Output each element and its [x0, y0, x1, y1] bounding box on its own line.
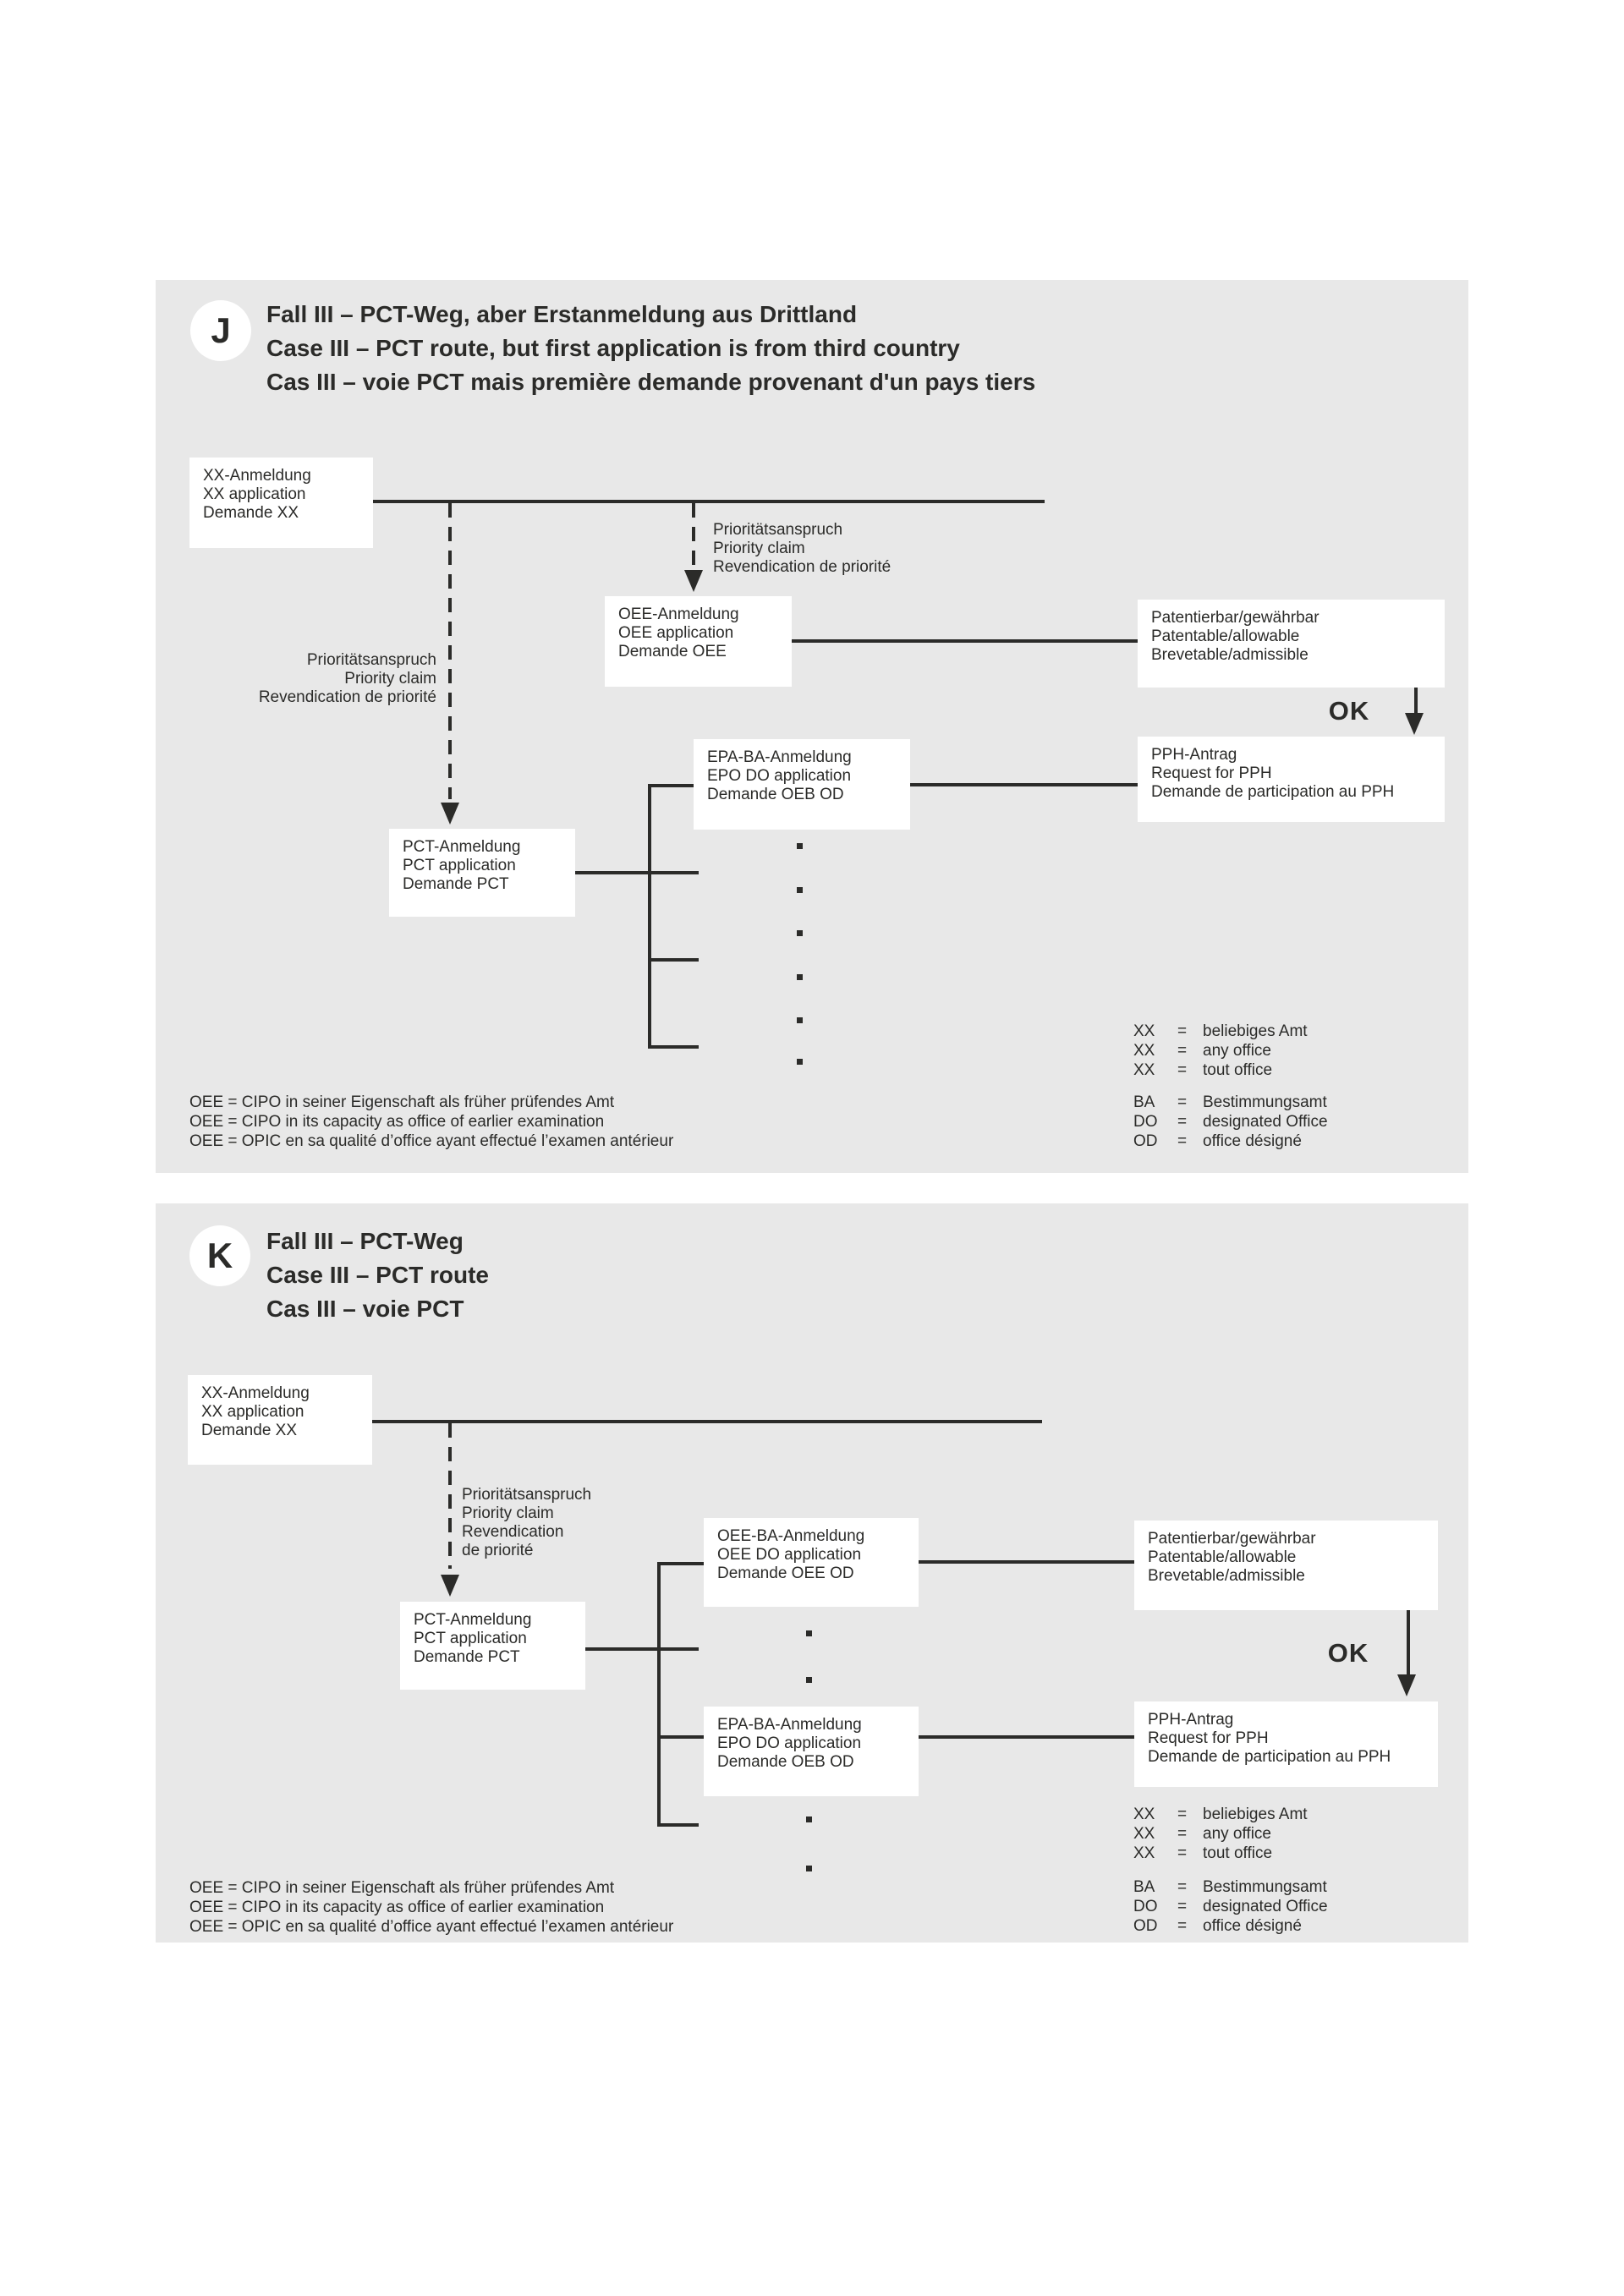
legend-xx-j	[1133, 1022, 1308, 1080]
legend-term: BA	[1133, 1878, 1155, 1896]
legend-eq: =	[1177, 1132, 1188, 1150]
label-de: EPA-BA-Anmeldung	[717, 1716, 862, 1734]
label-en: Request for PPH	[1148, 1729, 1269, 1747]
fanout-stub-3-j	[648, 958, 699, 962]
ellipsis-dot	[806, 1630, 812, 1636]
priority-dashed-line-to-oee-j	[692, 503, 695, 567]
legend-row	[1133, 1824, 1308, 1844]
arrow-down-icon	[441, 803, 459, 825]
label-de: PCT-Anmeldung	[403, 838, 521, 856]
legend-term: XX	[1133, 1061, 1155, 1079]
label-en: PCT application	[403, 857, 516, 874]
arrow-down-icon	[441, 1575, 459, 1597]
legend-term: DO	[1133, 1113, 1158, 1131]
legend-term: XX	[1133, 1022, 1155, 1040]
connector-oee-patentable-k	[919, 1560, 1134, 1564]
legend-oee-k	[189, 1878, 673, 1937]
priority-dashed-line-to-pct-j	[448, 503, 452, 799]
label-fr: Demande XX	[203, 504, 299, 522]
case-badge-k-letter: K	[206, 1236, 233, 1275]
label-fr: Demande PCT	[414, 1648, 520, 1666]
case-badge-k	[189, 1225, 250, 1286]
ellipsis-dot	[797, 1017, 803, 1023]
legend-row	[1133, 1916, 1328, 1936]
label-en: Priority claim	[713, 540, 805, 557]
label-fr: Demande OEE	[618, 643, 727, 660]
label-fr: Revendication de priorité	[713, 558, 892, 576]
label-en: OEE application	[618, 624, 734, 642]
label-de: PPH-Antrag	[1148, 1711, 1234, 1729]
legend-desc: designated Office	[1203, 1113, 1328, 1131]
legend-line-de: OEE = CIPO in seiner Eigenschaft als früher prüfendes Amt	[189, 1879, 615, 1897]
label-de: PPH-Antrag	[1151, 746, 1237, 764]
priority-claim-label-pct-j	[149, 651, 436, 707]
label-fr: Demande OEB OD	[717, 1753, 854, 1771]
label-en: Patentable/allowable	[1148, 1548, 1297, 1566]
label-de: Prioritätsanspruch	[713, 521, 843, 539]
label-de: XX-Anmeldung	[201, 1384, 310, 1402]
fanout-stub-oee-k	[657, 1562, 704, 1565]
legend-row	[1133, 1805, 1308, 1824]
legend-desc: beliebiges Amt	[1203, 1806, 1308, 1823]
label-de: OEE-BA-Anmeldung	[717, 1527, 865, 1545]
connector-oee-patentable-j	[792, 639, 1138, 643]
legend-eq: =	[1177, 1844, 1188, 1862]
label-fr: Demande PCT	[403, 875, 509, 893]
legend-eq: =	[1177, 1825, 1188, 1843]
panel-j-title-de: Fall III – PCT-Weg, aber Erstanmeldung aus Drittland	[266, 301, 858, 327]
ellipsis-dot	[806, 1866, 812, 1871]
ellipsis-dot	[797, 930, 803, 936]
legend-row	[1133, 1132, 1328, 1151]
panel-k-title-en: Case III – PCT route	[266, 1262, 489, 1288]
legend-eq: =	[1177, 1898, 1188, 1915]
legend-term: XX	[1133, 1806, 1155, 1823]
legend-term: DO	[1133, 1898, 1158, 1915]
pct-application-box-k	[400, 1602, 585, 1690]
legend-line-en: OEE = CIPO in its capacity as office of earlier examination	[189, 1113, 605, 1131]
arrow-down-icon	[684, 570, 703, 592]
legend-oee-j	[189, 1093, 673, 1151]
legend-row	[1133, 1041, 1308, 1060]
label-de: XX-Anmeldung	[203, 467, 311, 485]
epo-do-application-box-j	[694, 739, 910, 830]
legend-eq: =	[1177, 1878, 1188, 1896]
legend-row	[1133, 1844, 1308, 1863]
legend-eq: =	[1177, 1113, 1188, 1131]
fanout-stub-4-j	[648, 1045, 699, 1049]
legend-row	[1133, 1093, 1328, 1112]
case-badge-j	[190, 300, 251, 361]
ellipsis-dot	[806, 1677, 812, 1683]
label-fr: Brevetable/admissible	[1148, 1567, 1305, 1585]
label-en: Patentable/allowable	[1151, 627, 1300, 645]
legend-term: XX	[1133, 1042, 1155, 1060]
connector-epo-pph-k	[919, 1735, 1134, 1739]
panel-k-title-de: Fall III – PCT-Weg	[266, 1228, 464, 1254]
legend-desc: office désigné	[1203, 1917, 1302, 1935]
legend-ba-j	[1133, 1093, 1328, 1151]
fanout-stub-epa-k	[657, 1735, 704, 1739]
legend-desc: office désigné	[1203, 1132, 1302, 1150]
label-en: EPO DO application	[717, 1734, 862, 1752]
legend-term: BA	[1133, 1093, 1155, 1111]
ok-label-j: OK	[1328, 696, 1370, 726]
legend-term: XX	[1133, 1844, 1155, 1862]
label-de: OEE-Anmeldung	[618, 606, 739, 623]
label-de: Patentierbar/gewährbar	[1148, 1530, 1316, 1548]
connector-pct-spine-k	[585, 1647, 699, 1651]
label-en: PCT application	[414, 1630, 527, 1647]
label-fr1: Revendication	[462, 1523, 564, 1541]
label-de: EPA-BA-Anmeldung	[707, 748, 852, 766]
panel-j-title-en: Case III – PCT route, but first application is from third country	[266, 335, 960, 361]
patentable-box-j	[1138, 600, 1445, 688]
label-fr: Demande OEB OD	[707, 786, 844, 803]
label-en: XX application	[203, 485, 306, 503]
patentable-box-k	[1134, 1521, 1438, 1610]
legend-eq: =	[1177, 1042, 1188, 1060]
label-en: XX application	[201, 1403, 304, 1421]
label-en: Priority claim	[462, 1504, 554, 1522]
ellipsis-dot	[797, 1059, 803, 1065]
legend-desc: Bestimmungsamt	[1203, 1093, 1327, 1111]
epo-do-application-box-k	[704, 1707, 919, 1796]
legend-row	[1133, 1060, 1308, 1080]
pct-application-box-j	[389, 829, 575, 917]
fanout-stub-bottom-k	[657, 1823, 699, 1827]
legend-desc: tout office	[1203, 1844, 1273, 1862]
ellipsis-dot	[797, 843, 803, 849]
ellipsis-dot	[806, 1817, 812, 1822]
ellipsis-dot	[797, 887, 803, 893]
connector-xx-top-k	[372, 1420, 1042, 1423]
legend-row	[1133, 1897, 1328, 1916]
label-fr: Demande de participation au PPH	[1151, 783, 1395, 801]
arrow-down-icon	[1405, 713, 1424, 735]
legend-desc: designated Office	[1203, 1898, 1328, 1915]
oee-do-application-box-k	[704, 1518, 919, 1607]
panel-k-title	[266, 1225, 489, 1326]
legend-eq: =	[1177, 1061, 1188, 1079]
label-fr: Revendication de priorité	[258, 688, 436, 706]
case-badge-j-letter: J	[211, 310, 231, 350]
xx-application-box-k	[188, 1375, 372, 1465]
legend-xx-k	[1133, 1805, 1308, 1863]
xx-application-box-j	[189, 458, 373, 548]
label-fr: Demande de participation au PPH	[1148, 1748, 1391, 1766]
legend-desc: beliebiges Amt	[1203, 1022, 1308, 1040]
connector-pct-spine-j	[575, 871, 699, 874]
priority-claim-label-pct-k	[462, 1486, 591, 1560]
label-de: PCT-Anmeldung	[414, 1611, 532, 1629]
label-en: Request for PPH	[1151, 764, 1272, 782]
legend-row	[1133, 1022, 1308, 1041]
ok-label-k: OK	[1327, 1638, 1369, 1668]
legend-row	[1133, 1877, 1328, 1897]
ok-arrow-line-j	[1414, 688, 1418, 716]
legend-ba-k	[1133, 1877, 1328, 1936]
panel-k-title-fr: Cas III – voie PCT	[266, 1296, 464, 1322]
ellipsis-dot	[797, 974, 803, 980]
label-de: Prioritätsanspruch	[462, 1486, 592, 1504]
pph-request-box-j	[1138, 737, 1445, 822]
connector-xx-top-j	[373, 500, 1045, 503]
connector-epo-pph-j	[910, 783, 1138, 786]
legend-desc: any office	[1203, 1042, 1271, 1060]
ok-arrow-line-k	[1407, 1610, 1410, 1676]
priority-claim-label-oee-j	[713, 521, 891, 577]
legend-desc: Bestimmungsamt	[1203, 1878, 1327, 1896]
pph-request-box-k	[1134, 1701, 1438, 1787]
legend-desc: any office	[1203, 1825, 1271, 1843]
fanout-spine-j	[648, 784, 651, 1049]
oee-application-box-j	[605, 596, 792, 687]
panel-j-title	[266, 298, 1035, 399]
legend-line-fr: OEE = OPIC en sa qualité d’office ayant effectué l’examen antérieur	[189, 1132, 674, 1150]
priority-dashed-line-to-pct-k	[448, 1423, 452, 1569]
legend-term: XX	[1133, 1825, 1155, 1843]
arrow-down-icon	[1397, 1674, 1416, 1696]
label-de: Prioritätsanspruch	[306, 651, 436, 669]
label-fr: Demande OEE OD	[717, 1564, 854, 1582]
legend-line-de: OEE = CIPO in seiner Eigenschaft als früher prüfendes Amt	[189, 1093, 615, 1111]
legend-eq: =	[1177, 1022, 1188, 1040]
legend-line-fr: OEE = OPIC en sa qualité d’office ayant effectué l’examen antérieur	[189, 1918, 674, 1936]
label-en: EPO DO application	[707, 767, 852, 785]
legend-eq: =	[1177, 1093, 1188, 1111]
fanout-spine-k	[657, 1562, 661, 1827]
panel-j-title-fr: Cas III – voie PCT mais première demande provenant d'un pays tiers	[266, 369, 1036, 395]
legend-line-en: OEE = CIPO in its capacity as office of earlier examination	[189, 1899, 605, 1916]
label-de: Patentierbar/gewährbar	[1151, 609, 1320, 627]
label-en: OEE DO application	[717, 1546, 862, 1564]
legend-eq: =	[1177, 1917, 1188, 1935]
label-fr: Demande XX	[201, 1422, 298, 1439]
legend-row	[1133, 1112, 1328, 1132]
label-fr2: de priorité	[462, 1542, 534, 1559]
legend-eq: =	[1177, 1806, 1188, 1823]
fanout-stub-1-j	[648, 784, 694, 787]
legend-term: OD	[1133, 1132, 1158, 1150]
legend-term: OD	[1133, 1917, 1158, 1935]
label-en: Priority claim	[344, 670, 436, 688]
legend-desc: tout office	[1203, 1061, 1273, 1079]
label-fr: Brevetable/admissible	[1151, 646, 1309, 664]
